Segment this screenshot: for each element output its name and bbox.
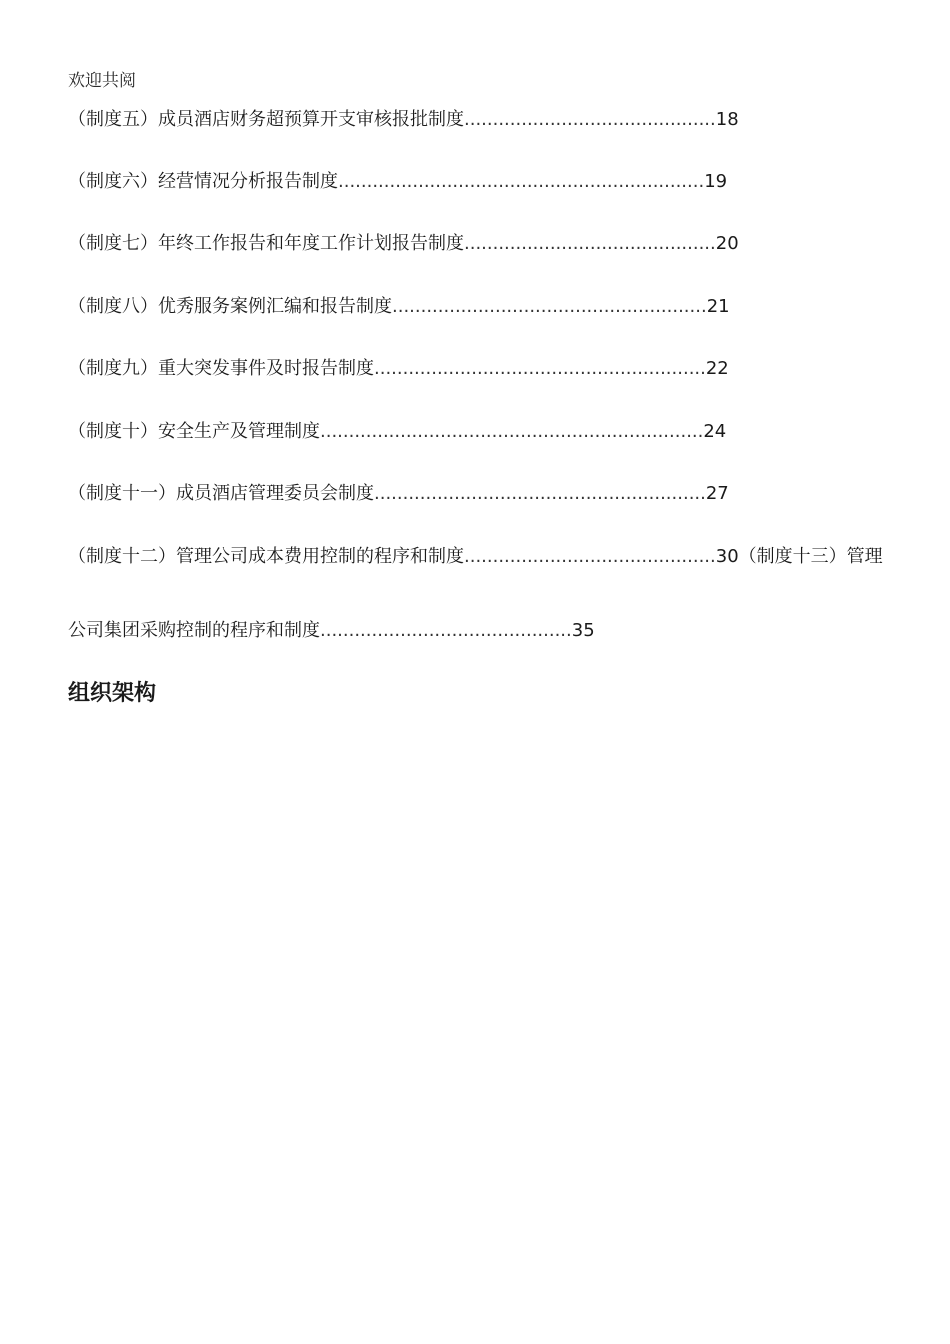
toc-leader-dots: ................................................................ — [338, 171, 705, 192]
toc-entry-title: （制度七）年终工作报告和年度工作计划报告制度 — [68, 233, 464, 254]
toc-page-number: 21 — [706, 296, 730, 317]
toc-page-number: 27 — [705, 483, 729, 504]
toc-entry[interactable] — [68, 357, 729, 381]
section-heading: 组织架构 — [68, 681, 157, 706]
toc-entry[interactable] — [68, 232, 739, 256]
toc-page-number: 20 — [715, 233, 739, 254]
toc-leader-dots: ............................................ — [464, 233, 716, 254]
header-note: 欢迎共阅 — [68, 71, 136, 91]
toc-entry-title: （制度十二）管理公司成本费用控制的程序和制度 — [68, 546, 464, 567]
toc-page-number: 19 — [704, 171, 728, 192]
toc-entry-title: （制度八）优秀服务案例汇编和报告制度 — [68, 296, 392, 317]
toc-page-number: 30 — [715, 546, 739, 567]
toc-entry[interactable] — [68, 619, 595, 643]
toc-page-number: 24 — [703, 421, 727, 442]
toc-page-number: 22 — [705, 358, 729, 379]
toc-wrapped-title-start: （制度十三）管理 — [738, 546, 883, 567]
toc-leader-dots: ............................................ — [464, 109, 716, 130]
toc-leader-dots: .......................................................... — [374, 483, 706, 504]
toc-entry[interactable] — [68, 545, 883, 569]
toc-leader-dots: .......................................................... — [374, 358, 706, 379]
toc-entry[interactable] — [68, 420, 726, 444]
toc-entry[interactable] — [68, 170, 727, 194]
toc-entry-title: （制度六）经营情况分析报告制度 — [68, 171, 338, 192]
toc-entry-title: （制度十一）成员酒店管理委员会制度 — [68, 483, 374, 504]
toc-leader-dots: ................................................................... — [320, 421, 704, 442]
toc-page-number: 18 — [715, 109, 739, 130]
toc-entry[interactable] — [68, 295, 730, 319]
toc-entry[interactable] — [68, 482, 729, 506]
toc-entry-title: 公司集团采购控制的程序和制度 — [68, 620, 320, 641]
toc-entry-title: （制度五）成员酒店财务超预算开支审核报批制度 — [68, 109, 464, 130]
toc-leader-dots: ............................................ — [464, 546, 716, 567]
toc-entry[interactable] — [68, 108, 739, 132]
toc-leader-dots: ............................................ — [320, 620, 572, 641]
toc-entry-title: （制度十）安全生产及管理制度 — [68, 421, 320, 442]
toc-entry-title: （制度九）重大突发事件及时报告制度 — [68, 358, 374, 379]
toc-leader-dots: ....................................................... — [392, 296, 707, 317]
toc-page-number: 35 — [571, 620, 595, 641]
